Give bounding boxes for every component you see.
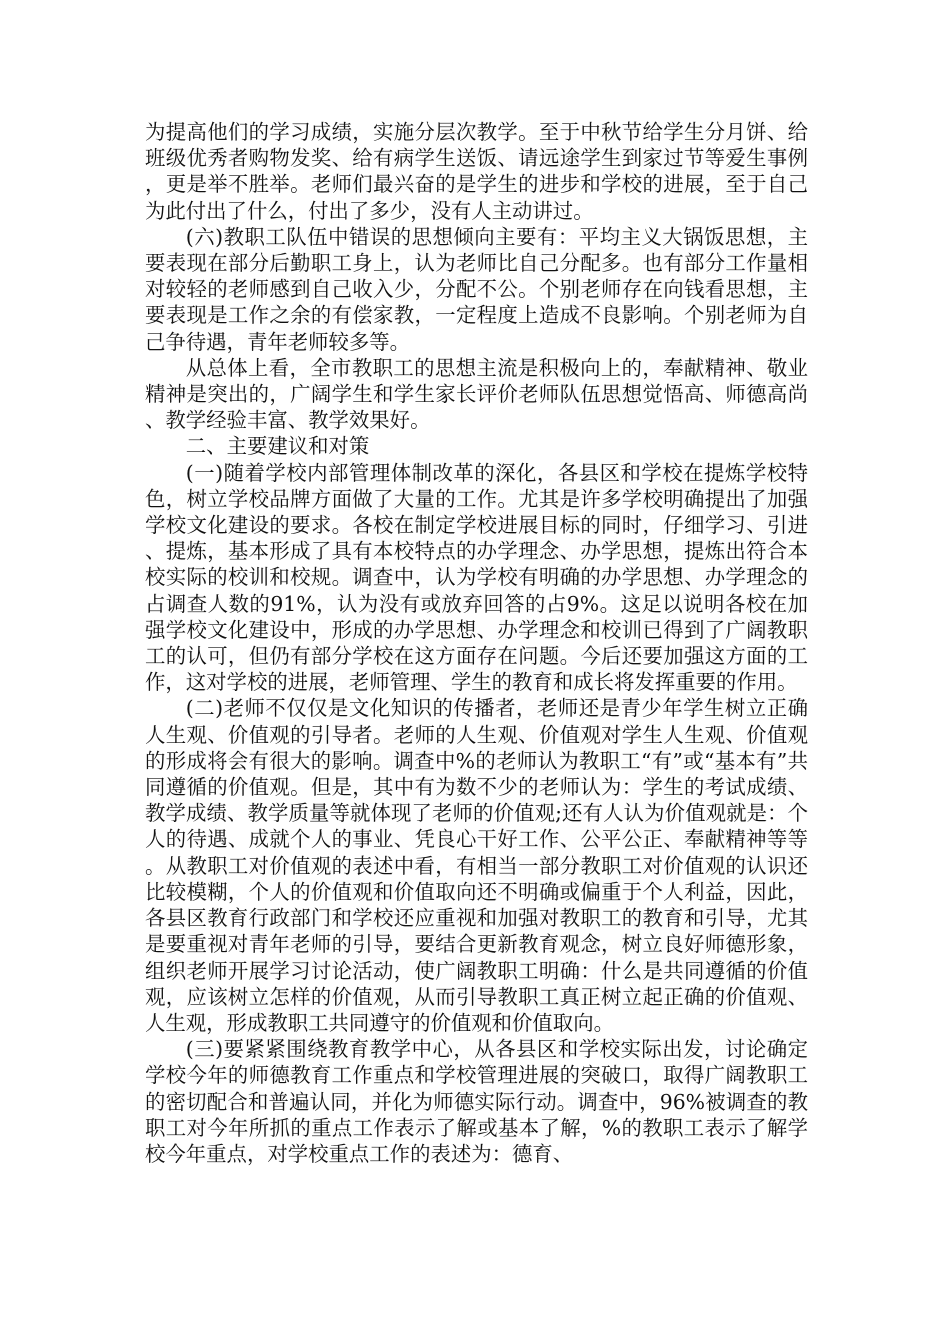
document-body — [145, 119, 808, 1167]
paragraph-suggestion-two: (二)老师不仅仅是文化知识的传播者，老师还是青少年学生树立正确人生观、价值观的引导者。老师的人生观、价值观对学生人生观、价值观的形成将会有很大的影响。调查中%的老师认为教职工“有”或“基本有”共同遵循的价值观。但是，其中有为数不少的老师认为：学生的考试成绩、教学成绩、教学质量等就体现了老师的价值观;还有人认为价值观就是：个人的待遇、成就个人的事业、凭良心干好工作、公平公正、奉献精神等等。从教职工对价值观的表述中看，有相当一部分教职工对价值观的认识还比较模糊，个人的价值观和价值取向还不明确或偏重于个人利益，因此，各县区教育行政部门和学校还应重视和加强对教职工的教育和引导，尤其是要重视对青年老师的引导，要结合更新教育观念，树立良好师德形象，组织老师开展学习讨论活动，使广阔教职工明确：什么是共同遵循的价值观，应该树立怎样的价值观，从而引导教职工真正树立起正确的价值观、人生观，形成教职工共同遵守的价值观和价值取向。 — [145, 696, 808, 1035]
paragraph-continuation: 为提高他们的学习成绩，实施分层次教学。至于中秋节给学生分月饼、给班级优秀者购物发奖、给有病学生送饭、请远途学生到家过节等爱生事例，更是举不胜举。老师们最兴奋的是学生的进步和学校的进展，至于自己为此付出了什么，付出了多少，没有人主动讲过。 — [145, 120, 808, 223]
paragraph-suggestion-three: (三)要紧紧围绕教育教学中心，从各县区和学校实际出发，讨论确定学校今年的师德教育工作重点和学校管理进展的突破口，取得广阔教职工的密切配合和普遍认同，并化为师德实际行动。调查中，96%被调查的教职工对今年所抓的重点工作表示了解或基本了解，%的教职工表示了解学校今年重点，对学校重点工作的表述为：德育、 — [145, 1037, 808, 1166]
paragraph-section-six: (六)教职工队伍中错误的思想倾向主要有：平均主义大锅饭思想，主要表现在部分后勤职工身上，认为老师比自己分配多。也有部分工作量相对较轻的老师感到自己收入少，分配不公。个别老师存在向钱看思想，主要表现是工作之余的有偿家教，一定程度上造成不良影响。个别老师为自己争待遇，青年老师较多等。 — [145, 224, 808, 354]
paragraph-suggestion-one: (一)随着学校内部管理体制改革的深化，各县区和学校在提炼学校特色，树立学校品牌方面做了大量的工作。尤其是许多学校明确提出了加强学校文化建设的要求。各校在制定学校进展目标的同时，仔细学习、引进、提炼，基本形成了具有本校特点的办学理念、办学思想，提炼出符合本校实际的校训和校规。调查中，认为学校有明确的办学思想、办学理念的占调查人数的91%，认为没有或放弃回答的占9%。这足以说明各校在加强学校文化建设中，形成的办学思想、办学理念和校训已得到了广阔教职工的认可，但仍有部分学校在这方面存在问题。今后还要加强这方面的工作，这对学校的进展，老师管理、学生的教育和成长将发挥重要的作用。 — [145, 460, 808, 695]
paragraph-overall-summary: 从总体上看，全市教职工的思想主流是积极向上的，奉献精神、敬业精神是突出的，广阔学生和学生家长评价老师队伍思想觉悟高、师德高尚、教学经验丰富、教学效果好。 — [145, 355, 808, 433]
section-heading-suggestions: 二、主要建议和对策 — [185, 434, 370, 459]
